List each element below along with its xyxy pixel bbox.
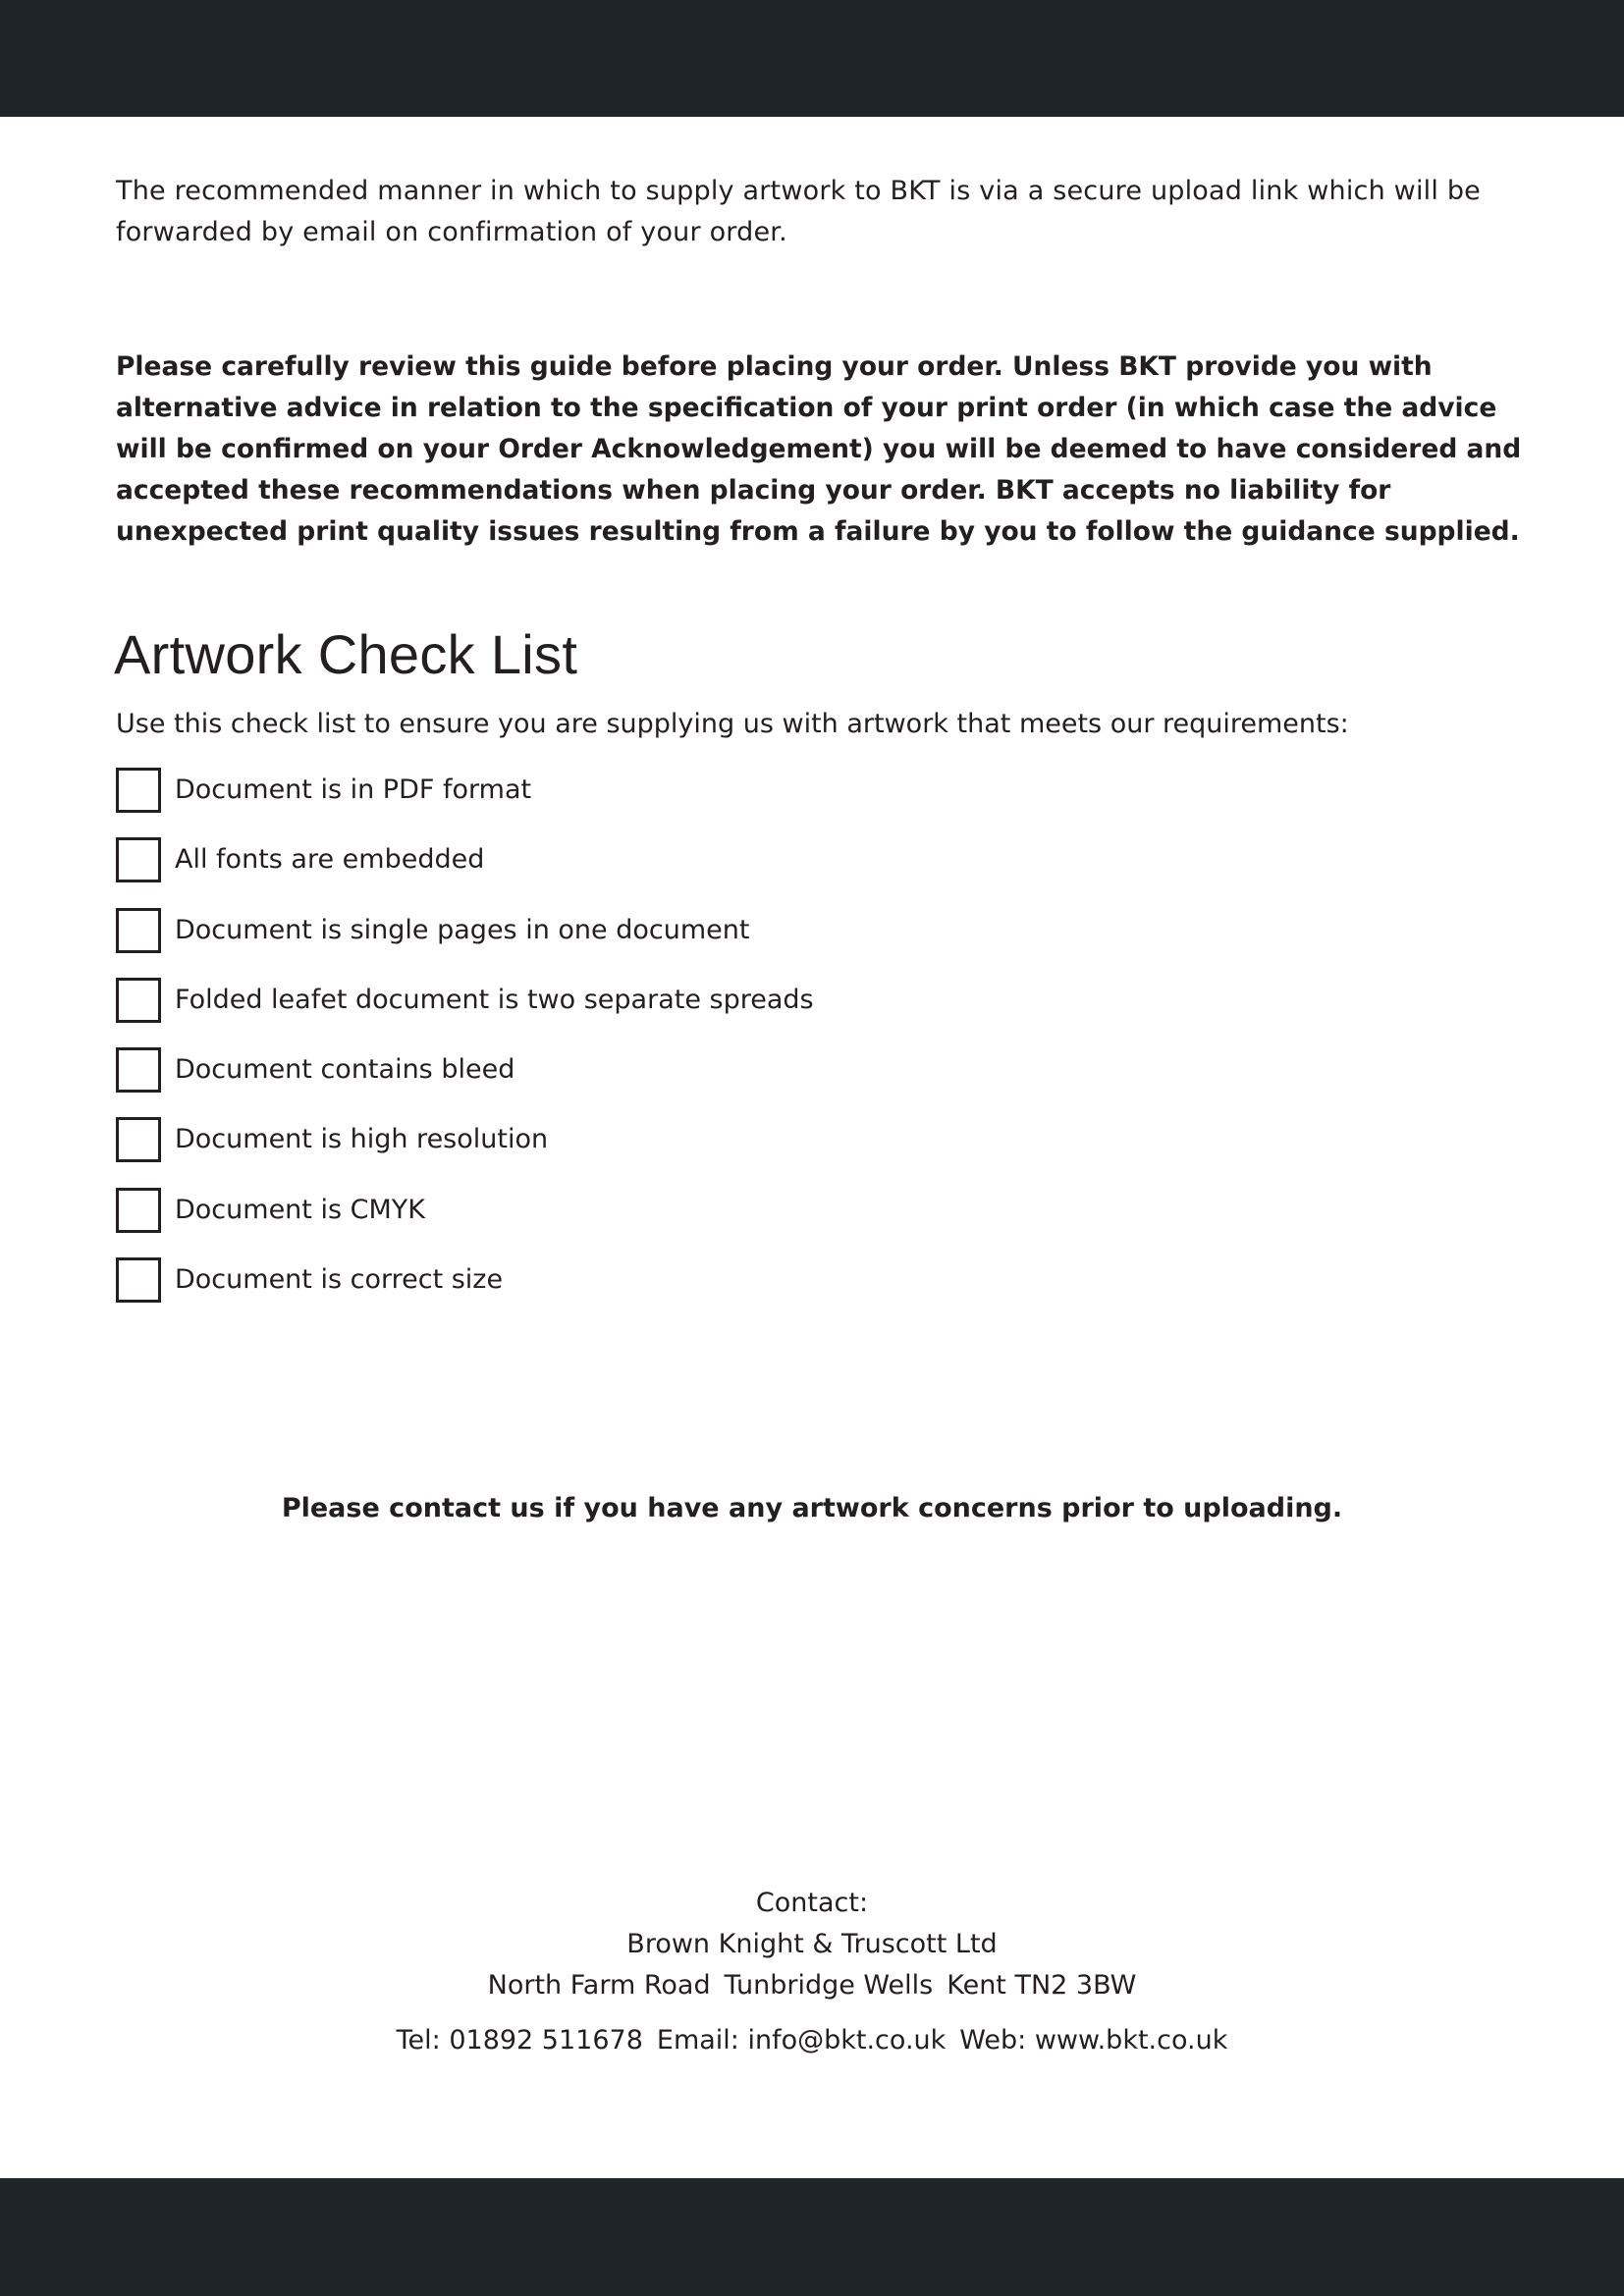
- checklist-item: [116, 768, 814, 837]
- checklist-item: [116, 1257, 814, 1327]
- checklist-item-label: Document is in PDF format: [175, 774, 532, 805]
- address-town: Tunbridge Wells: [724, 1970, 934, 2001]
- address-street: North Farm Road: [487, 1970, 711, 2001]
- checklist-intro: Use this check list to ensure you are supplying us with artwork that meets our requirements:: [116, 709, 1349, 739]
- checklist-item-label: Document contains bleed: [175, 1054, 515, 1086]
- checkbox[interactable]: [116, 837, 161, 882]
- footer-band: [0, 2178, 1624, 2296]
- checklist-item: [116, 1117, 814, 1187]
- address-line: [0, 1965, 1624, 2006]
- checklist-item-label: Document is correct size: [175, 1264, 504, 1296]
- header-band: [0, 0, 1624, 117]
- checklist-item: [116, 978, 814, 1047]
- address-county-postcode: Kent TN2 3BW: [947, 1970, 1137, 2001]
- checklist-item: [116, 908, 814, 978]
- checkbox[interactable]: [116, 1257, 161, 1303]
- checklist-item-label: Document is CMYK: [175, 1194, 425, 1225]
- checkbox[interactable]: [116, 768, 161, 813]
- checklist-item-label: Folded leafet document is two separate spreads: [175, 984, 814, 1015]
- company-name: Brown Knight & Truscott Ltd: [626, 1929, 998, 1959]
- checklist-item-label: All fonts are embedded: [175, 844, 485, 876]
- checkbox[interactable]: [116, 978, 161, 1023]
- checklist-title: Artwork Check List: [114, 623, 578, 685]
- contact-details-line: [0, 2020, 1624, 2061]
- intro-paragraph: The recommended manner in which to supply artwork to BKT is via a secure upload link which will be forwarded by email on confirmation of your order.: [116, 176, 1481, 247]
- contact-block: [0, 1883, 1624, 2061]
- checkbox[interactable]: [116, 1188, 161, 1233]
- checkbox[interactable]: [116, 1047, 161, 1093]
- contact-heading: Contact:: [755, 1888, 869, 1918]
- checklist-item: [116, 1188, 814, 1257]
- checklist-item: [116, 837, 814, 907]
- email-link[interactable]: Email: info@bkt.co.uk: [656, 2025, 947, 2056]
- telephone: Tel: 01892 511678: [396, 2025, 643, 2056]
- checklist-item: [116, 1047, 814, 1117]
- checklist-item-label: Document is single pages in one document: [175, 914, 750, 945]
- contact-prompt: Please contact us if you have any artwork concerns prior to uploading.: [281, 1493, 1343, 1523]
- checkbox[interactable]: [116, 908, 161, 953]
- review-notice: Please carefully review this guide before placing your order. Unless BKT provide you with alternative advice in relation to the specification of your print order (in which case the advice will be confirmed on your Order Acknowledgement) you will be deemed to have considered and accepted these recommendations when placing your order. BKT accepts no liability for unexpected print quality issues resulting from a failure by you to follow the guidance supplied.: [116, 351, 1522, 547]
- website-link[interactable]: Web: www.bkt.co.uk: [959, 2025, 1228, 2056]
- checklist-item-label: Document is high resolution: [175, 1124, 549, 1155]
- checkbox[interactable]: [116, 1117, 161, 1162]
- artwork-checklist: [116, 768, 814, 1327]
